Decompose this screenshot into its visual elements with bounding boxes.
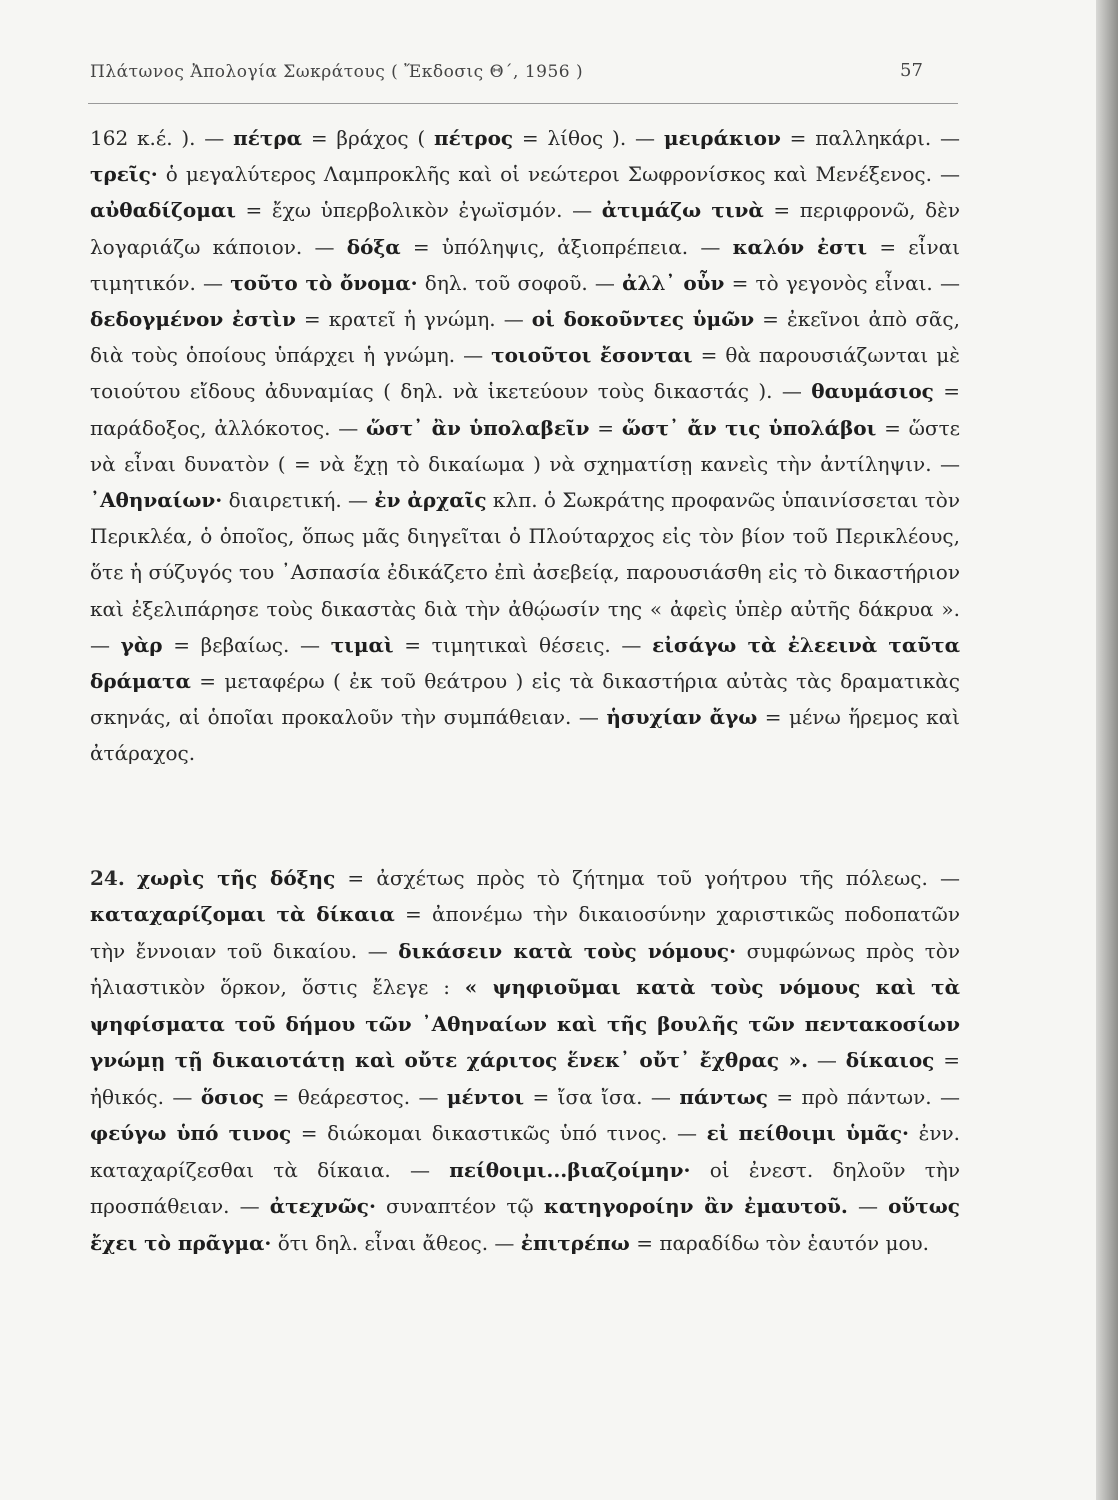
lemma: τοιοῦτοι ἔσονται <box>491 343 693 368</box>
text-run: = ὑπόληψις, ἀξιοπρέπεια. — <box>400 234 733 259</box>
lemma: δεδογμένον ἐστὶν <box>90 307 296 332</box>
lemma: πάντως <box>679 1084 768 1109</box>
text-run: = εἶναι τιμητικόν. — <box>90 234 961 295</box>
lemma: ἡσυχίαν ἄγω <box>606 705 758 730</box>
text-run: = παράδοξος, ἀλλόκοτος. — <box>90 379 960 440</box>
oath-quote: « ψηφιοῦμαι κατὰ τοὺς νόμους καὶ τὰ ψηφίσματα τοῦ δήμου τῶν ᾿Αθηναίων καὶ τῆς βουλῆς τῶν πεντακοσίων γνώμῃ τῇ δικαιοτάτῃ καὶ οὔτε χάριτος ἕνεκ᾿ οὔτ᾿ ἔχθρας ». <box>90 975 960 1073</box>
lemma: ὥστ᾿ ἂν ὑπολαβεῖν <box>366 415 590 440</box>
text-run: = βράχος ( <box>302 126 435 150</box>
text-run: = περιφρονῶ, δὲν λογαριάζω κάποιον. — <box>90 198 960 259</box>
lemma: μειράκιον <box>663 126 781 150</box>
lemma: εἰσάγω τὰ ἐλεεινὰ ταῦτα δράματα <box>90 632 960 694</box>
lemma: οἱ δοκοῦντες ὑμῶν <box>531 307 755 332</box>
lemma: πέτρα <box>233 126 303 150</box>
text-run: = ἔχω ὑπερβολικὸν ἐγωϊσμόν. — <box>235 198 602 223</box>
text-run: = <box>589 415 622 440</box>
text-run: = ἀσχέτως πρὸς τὸ ζήτημα τοῦ γοήτρου τῆς πόλεως. — <box>335 865 960 890</box>
lemma: μέντοι <box>446 1084 525 1109</box>
text-run: 162 κ.έ. ). — <box>90 126 234 150</box>
lemma: πείθοιμι...βιαζοίμην· <box>449 1157 691 1182</box>
lemma: ἀλλ᾿ οὖν <box>622 270 725 295</box>
lemma: θαυμάσιος <box>811 379 934 404</box>
text-run: = πρὸ πάντων. — <box>767 1084 961 1109</box>
text-run: = παλληκάρι. — <box>780 126 960 150</box>
lemma: χωρὶς τῆς δόξης <box>136 865 336 890</box>
text-run: = ἠθικός. — <box>90 1048 960 1109</box>
text-run: ὁ μεγαλύτερος Λαμπροκλῆς καὶ οἱ νεώτεροι Σωφρονίσκος καὶ Μενέξενος. — <box>157 162 960 187</box>
lemma: τοῦτο τὸ ὄνομα· <box>230 270 418 295</box>
lemma: αὐθαδίζομαι <box>90 198 236 223</box>
text-run: συναπτέον τῷ <box>375 1194 544 1219</box>
text-run: δηλ. τοῦ σοφοῦ. — <box>417 270 623 295</box>
lemma: δίκαιος <box>845 1048 935 1073</box>
lemma: γὰρ <box>120 632 163 657</box>
lemma: πέτρος <box>434 126 514 150</box>
lemma: εἰ πείθοιμι ὑμᾶς· <box>706 1121 909 1146</box>
text-run: = ἀπονέμω τὴν δικαιοσύνην χαριστικῶς ποδοπατῶν τὴν ἔννοιαν τοῦ δικαίου. — <box>90 902 961 963</box>
text-run: = τιμητικαὶ θέσεις. — <box>393 632 653 657</box>
page-number: 57 <box>900 60 923 81</box>
text-run: διαιρετική. — <box>222 488 375 513</box>
text-run: οἱ ἐνεστ. δηλοῦν τὴν προσπάθειαν. — <box>90 1157 961 1219</box>
lemma: ἐπιτρέπω <box>520 1230 630 1255</box>
text-run: = ἐκεῖνοι ἀπὸ σᾶς, διὰ τοὺς ὁποίους ὑπάρχει ἡ γνώμη. — <box>90 307 960 368</box>
text-run: = παραδίδω τὸν ἑαυτόν μου. <box>629 1230 930 1255</box>
lemma: ἐν ἀρχαῖς <box>374 488 487 513</box>
book-gutter-shadow <box>1096 0 1118 1500</box>
text-run: συμφώνως πρὸς τὸν ἡλιαστικὸν ὅρκον, ὅστις ἔλεγε : <box>90 938 960 1000</box>
lemma: καλόν ἐστι <box>732 234 868 259</box>
text-run: = τὸ γεγονὸς εἶναι. — <box>724 270 960 295</box>
lemma: δόξα <box>346 234 401 259</box>
lemma: ἀτιμάζω τινὰ <box>601 198 764 223</box>
text-run: ἐνν. καταχαρίζεσθαι τὰ δίκαια. — <box>90 1121 960 1182</box>
lemma: κατηγοροίην ἂν ἐμαυτοῦ. <box>543 1194 848 1219</box>
lemma: ἀτεχνῶς· <box>269 1194 376 1219</box>
lemma: τιμαὶ <box>330 632 394 657</box>
text-run: = βεβαίως. — <box>162 632 331 657</box>
lemma: ὅσιος <box>200 1084 265 1109</box>
commentary-paragraph-24 <box>90 860 960 1262</box>
header-rule <box>88 103 958 104</box>
text-run: = θεάρεστος. — <box>264 1084 447 1109</box>
text-run: = μεταφέρω ( ἐκ τοῦ θεάτρου ) εἰς τὰ δικαστήρια αὐτὰς τὰς δραματικὰς σκηνάς, αἱ ὁποῖαι προκαλοῦν τὴν συμπάθειαν. — <box>90 669 960 730</box>
text-run: = λίθος ). — <box>513 126 664 150</box>
lemma: ᾿Αθηναίων· <box>90 488 223 513</box>
text-run: = ἴσα ἴσα. — <box>524 1084 680 1109</box>
text-run: = μένω ἥρεμος καὶ ἀτάραχος. <box>90 705 960 766</box>
commentary-body <box>90 120 960 1261</box>
text-run: ὅτι δηλ. εἶναι ἄθεος. — <box>271 1230 521 1255</box>
commentary-paragraph-23 <box>90 120 960 772</box>
section-number: 24. <box>90 865 125 890</box>
text-run: = διώκομαι δικαστικῶς ὑπό τινος. — <box>291 1121 707 1146</box>
text-run: κλπ. ὁ Σωκράτης προφανῶς ὑπαινίσσεται τὸν Περικλέα, ὁ ὁποῖος, ὅπως μᾶς διηγεῖται ὁ Πλούταρχος εἰς τὸν βίον τοῦ Περικλέους, ὅτε ἡ σύζυγός του ᾿Ασπασία ἐδικάζετο ἐπὶ ἀσεβείᾳ, παρουσιάσθη εἰς τὸ δικαστήριον καὶ ἐξελιπάρησε τοὺς δικαστὰς διὰ τὴν ἀθῴωσίν της « ἀφεὶς ὑπὲρ αὐτῆς δάκρυα ». — <box>90 488 961 657</box>
lemma: οὕτως ἔχει τὸ πρᾶγμα· <box>90 1194 960 1255</box>
text-run: = θὰ παρουσιάζωνται μὲ τοιούτου εἴδους ἀδυναμίας ( δηλ. νὰ ἱκετεύουν τοὺς δικαστάς ). — <box>90 343 961 404</box>
lemma: φεύγω ὑπό τινος <box>90 1121 292 1146</box>
running-header: Πλάτωνος Ἀπολογία Σωκράτους ( Ἔκδοσις Θ΄, 1956 ) <box>90 62 584 82</box>
lemma: καταχαρίζομαι τὰ δίκαια <box>90 902 395 927</box>
text-run: — <box>808 1048 846 1073</box>
lemma: τρεῖς· <box>90 162 158 187</box>
text-run: = κρατεῖ ἡ γνώμη. — <box>295 307 532 332</box>
text-run: — <box>847 1194 889 1219</box>
text-run: = ὥστε νὰ εἶναι δυνατὸν ( = νὰ ἔχῃ τὸ δικαίωμα ) νὰ σχηματίσῃ κανεὶς τὴν ἀντίληψιν. — <box>90 415 960 476</box>
lemma: ὥστ᾿ ἄν τις ὑπολάβοι <box>621 415 877 440</box>
lemma: δικάσειν κατὰ τοὺς νόμους· <box>398 938 737 963</box>
